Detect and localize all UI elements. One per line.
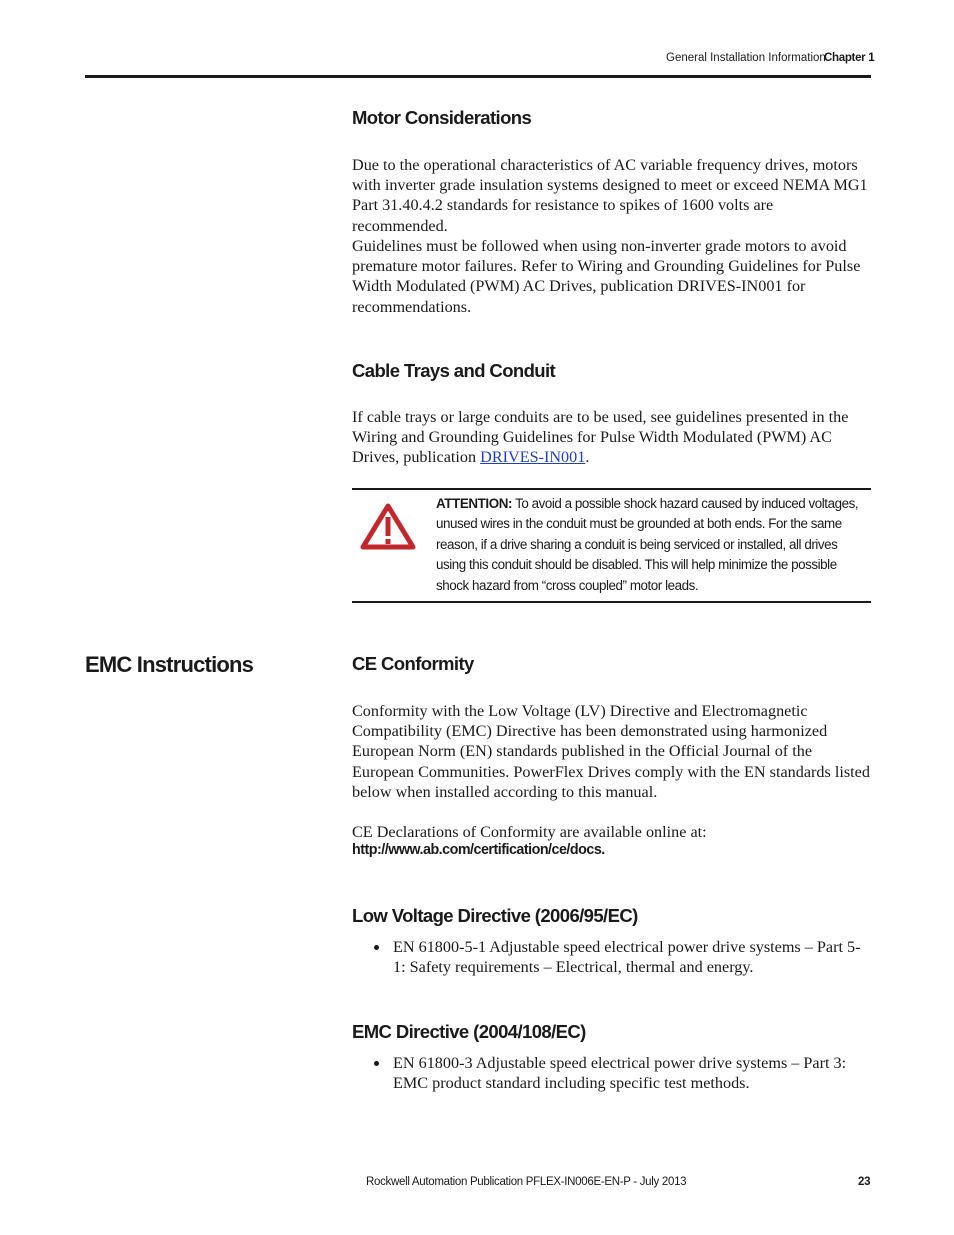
footer-publication: Rockwell Automation Publication PFLEX-IN006E-EN-P - July 2013 xyxy=(366,1176,687,1188)
drives-in001-link[interactable]: DRIVES-IN001 xyxy=(480,448,586,467)
emc-directive-heading: EMC Directive (2004/108/EC) xyxy=(352,1021,586,1042)
page-number: 23 xyxy=(858,1176,871,1188)
cable-trays-paragraph xyxy=(352,407,872,468)
ce-conformity-paragraph: Conformity with the Low Voltage (LV) Directive and Electromagnetic Compatibility (EMC) Directive has been demonstrated using harmonized European Norm (EN) standards published in the Official Journal of the European Communities. PowerFlex Drives comply with the EN standards listed below when installed according to this manual. xyxy=(352,702,870,801)
running-header: General Installation Information xyxy=(666,52,826,64)
low-voltage-heading: Low Voltage Directive (2006/95/EC) xyxy=(352,905,638,926)
ce-conformity-heading: CE Conformity xyxy=(352,653,474,674)
attention-label: ATTENTION: xyxy=(436,496,513,511)
motor-considerations-heading: Motor Considerations xyxy=(352,107,532,128)
motor-paragraph-1: Due to the operational characteristics of AC variable frequency drives, motors with inverter grade insulation systems designed to meet or exceed NEMA MG1 Part 31.40.4.2 standards for resistance to spikes of 1600 volts are recommended. xyxy=(352,156,868,235)
warning-triangle-icon xyxy=(360,502,416,550)
bullet-icon xyxy=(374,945,379,950)
cable-text: If cable trays or large conduits are to be used, see guidelines presented in the Wiring and Grounding Guidelines for Pulse Width Modulated (PWM) AC Drives, publication xyxy=(352,408,849,467)
cable-text-end: . xyxy=(585,448,590,467)
chapter-label: Chapter 1 xyxy=(824,52,875,64)
motor-paragraph-2: Guidelines must be followed when using non-inverter grade motors to avoid premature motor failures. Refer to Wiring and Grounding Guidelines for Pulse Width Modulated (PWM) AC Drives, publication DRIVES-IN001 for recommendations. xyxy=(352,237,861,316)
ce-docs-url[interactable]: http://www.ab.com/certification/ce/docs. xyxy=(352,842,605,858)
header-rule xyxy=(85,75,871,78)
attention-body: To avoid a possible shock hazard caused by induced voltages, unused wires in the conduit must be grounded at both ends. For the same reason, if a drive sharing a conduit is being serviced or installed, all drives using this conduit should be disabled. This will help minimize the possible shock hazard from “cross coupled” motor leads. xyxy=(436,496,859,593)
cable-trays-heading: Cable Trays and Conduit xyxy=(352,360,556,381)
emc-instructions-title: EMC Instructions xyxy=(85,652,254,677)
emc-directive-item: EN 61800-3 Adjustable speed electrical power drive systems – Part 3: EMC product standard including specific test methods. xyxy=(393,1054,847,1093)
attention-text xyxy=(436,494,866,596)
bullet-icon xyxy=(374,1061,379,1066)
low-voltage-item: EN 61800-5-1 Adjustable speed electrical power drive systems – Part 5-1: Safety requirements – Electrical, thermal and energy. xyxy=(393,938,861,977)
ce-declarations-text: CE Declarations of Conformity are available online at: xyxy=(352,823,707,841)
